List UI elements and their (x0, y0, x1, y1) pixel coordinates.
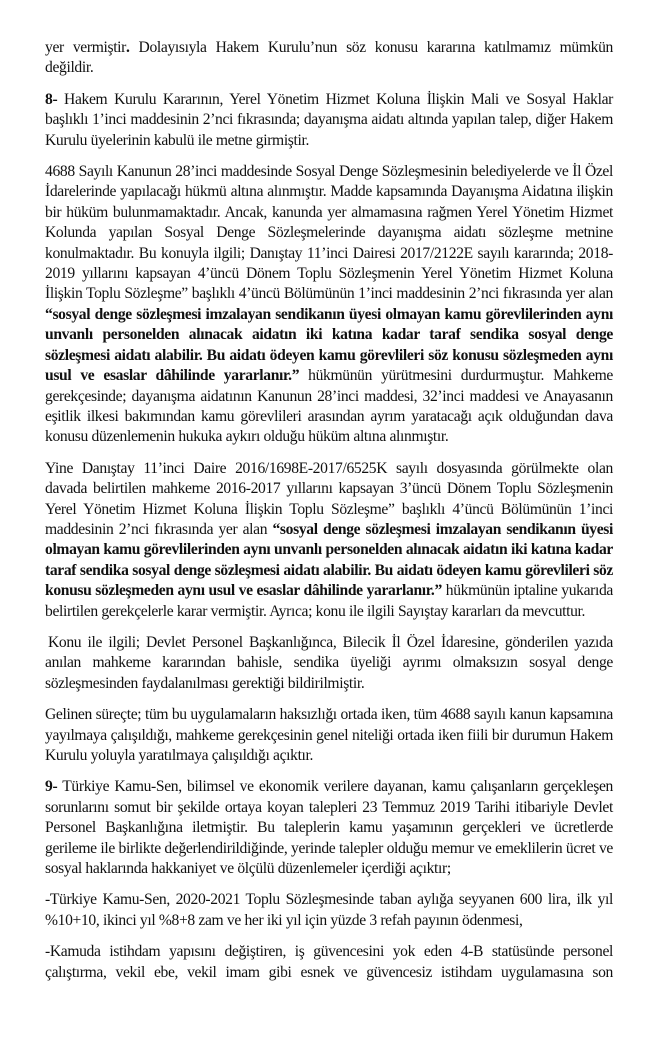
text-run: Hakem Kurulu Kararının, Yerel Yönetim Hizmet Koluna İlişkin Mali ve Sosyal Haklar başlıklı 1’inci maddesinin 2’nci fıkrasında; dayanışma aidatı altında yapılan talep, diğer Hakem Kurulu üyelerinin kabulü ile metne girmiştir. (45, 90, 613, 149)
item-number: 8- (45, 90, 58, 108)
paragraph (45, 459, 613, 622)
paragraph-item-8 (45, 90, 613, 151)
text-run-bold: . (126, 39, 130, 56)
quoted-provision: “sosyal denge sözleşmesi imzalayan sendikanın üyesi olmayan kamu görevlilerinden aynı unvanlı personelden alınacak aidatın iki katına kadar taraf sendika sosyal denge sözleşmesi aidatı alabilir. Bu aidatı ödeyen kamu görevlileri söz konusu sözleşmeden aynı usul ve esaslar dâhilinde yararlanır.” (45, 305, 613, 385)
paragraph (45, 38, 613, 79)
quoted-provision: “sosyal denge sözleşmesi imzalayan sendikanın üyesi olmayan kamu görevlilerinden aynı unvanlı personelden alınacak aidatın iki katına kadar taraf sendika sosyal denge sözleşmesi aidatı alabilir. Bu aidatı ödeyen kamu görevlileri söz konusu sözleşmeden aynı usul ve esaslar dâhilinde yararlanır.” (45, 520, 613, 600)
text-run: hükmünün yürütmesini durdurmuştur. Mahkeme gerekçesinde; dayanışma aidatının Kanunun 28’inci maddesi, 32’inci maddesi ve Anayasanın eşitlik ilkesi bakımından kamu görevlileri arasından ayrım yaratacağı açık olduğundan dava konusu düzenlemenin hukuka aykırı olduğu hüküm altına alınmıştır. (45, 367, 613, 446)
text-run: 4688 Sayılı Kanunun 28’inci maddesinde Sosyal Denge Sözleşmesinin belediyelerde ve İl Özel İdarelerinde yapılacağı hükmü altına alınmıştır. Madde kapsamında Dayanışma Aidatına ilişkin bir hüküm bulunmamaktadır. Ancak, kanunda yer almamasına rağmen Yerel Yönetim Hizmet Kolunda yapılan Sosyal Denge Sözleşmelerinde dayanışma aidatı sözleşme metnine konulmaktadır. Bu konuyla ilgili; Danıştay 11’inci Dairesi 2017/2122E sayılı kararında; 2018-2019 yıllarını kapsayan 4’üncü Dönem Toplu Sözleşmenin Yerel Yönetim Hizmet Koluna İlişkin Toplu Sözleşme” başlıklı 4’üncü Bölümünün 1’inci maddesinin 2’nci fıkrasında yer alan (45, 163, 613, 303)
list-item-demand (45, 890, 613, 931)
paragraph-item-9 (45, 777, 613, 879)
paragraph (45, 633, 613, 694)
text-run: Türkiye Kamu-Sen, bilimsel ve ekonomik verilere dayanan, kamu çalışanların gerçekleşen sorunlarını somut bir şekilde ortaya koyan talepleri 23 Temmuz 2019 Tarihi itibariyle Devlet Personel Başkanlığına iletmiştir. Bu taleplerin kamu yaşamının gerçekleri ve ücretlerde gerileme ile birlikte değerlendirildiğinde, yerinde talepler olduğu memur ve emeklilerin ücret ve sosyal haklarında hakkaniyet ve ölçülü düzenlemeler içerdiği açıktır; (45, 778, 613, 878)
text-run: Dolayısıyla Hakem Kurulu’nun söz konusu kararına katılmamız mümkün değildir. (45, 39, 613, 77)
list-item-demand (45, 942, 613, 983)
paragraph (45, 705, 613, 766)
text-run: Yine Danıştay 11’inci Daire 2016/1698E-2017/6525K sayılı dosyasında görülmekte olan davada belirtilen mahkeme 2016-2017 yıllarını kapsayan 3’üncü Dönem Toplu Sözleşmenin Yerel Yönetim Hizmet Koluna İlişkin Toplu Sözleşme” başlıklı 4’üncü Bölümünün 1’inci maddesinin 2’nci fıkrasında yer alan (45, 459, 613, 538)
text-run: -Türkiye Kamu-Sen, 2020-2021 Toplu Sözleşmesinde taban aylığa seyyanen 600 lira, ilk yıl %10+10, ikinci yıl %8+8 zam ve her iki yıl için yüzde 3 refah payının ödenmesi, (45, 891, 613, 929)
item-number: 9- (45, 778, 58, 796)
text-run: yer vermiştir (45, 39, 126, 56)
paragraph (45, 162, 613, 448)
text-run: -Kamuda istihdam yapısını değiştiren, iş güvencesini yok eden 4-B statüsünde personel çalıştırma, vekil ebe, vekil imam gibi esnek ve güvencesiz istihdam uygulamasına son (45, 943, 613, 981)
document-page (45, 38, 613, 994)
text-run: hükmünün iptaline yukarıda belirtilen gerekçelerle karar vermiştir. Ayrıca; konu ile ilgili Sayıştay kararları da mevcuttur. (45, 582, 614, 620)
text-run: Konu ile ilgili; Devlet Personel Başkanlığınca, Bilecik İl Özel İdaresine, gönderilen yazıda anılan mahkeme kararından bahisle, sendika üyeliği ayrımı olmaksızın sosyal denge sözleşmesinden faydalanılması gerektiği bildirilmiştir. (45, 633, 613, 692)
text-run: Gelinen süreçte; tüm bu uygulamaların haksızlığı ortada iken, tüm 4688 sayılı kanun kapsamına yayılmaya çalışıldığı, mahkeme gerekçesinin genel niteliği ortada iken fiili bir durumun Hakem Kurulu yoluyla yaratılmaya çalışıldığı açıktır. (45, 706, 613, 764)
